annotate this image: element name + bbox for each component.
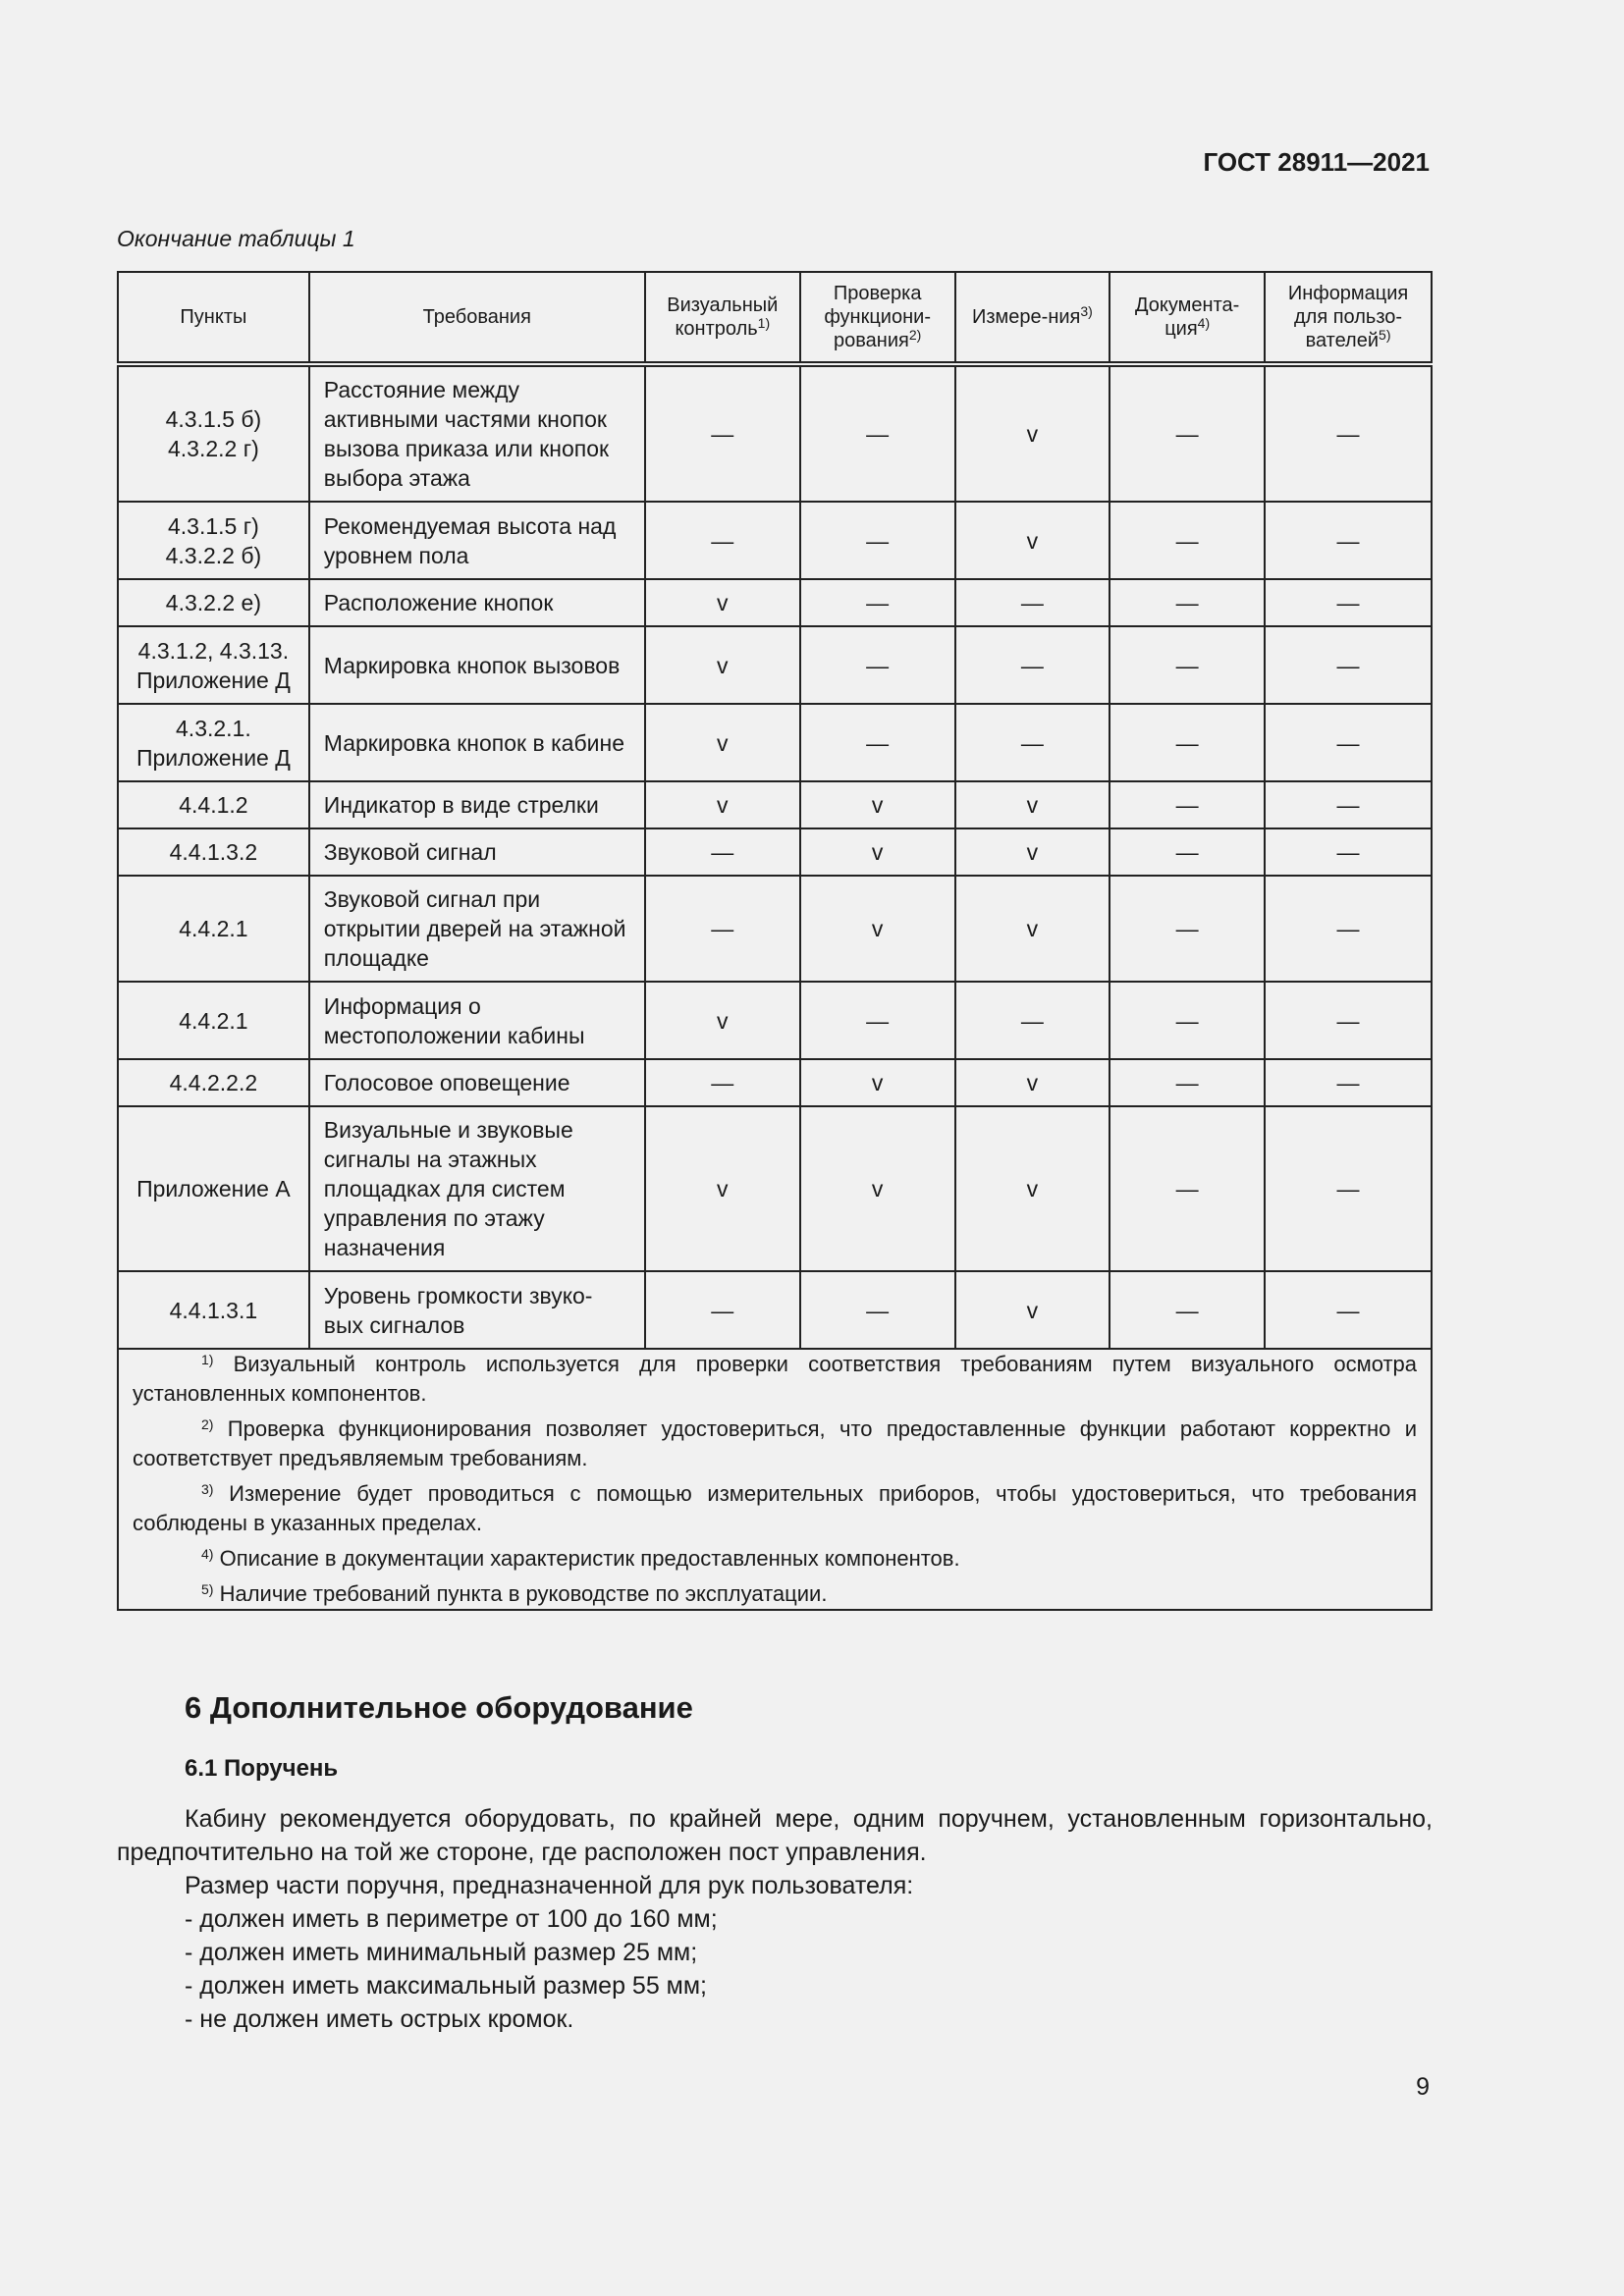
check-mark-cell: — bbox=[645, 876, 800, 982]
check-mark-cell: — bbox=[1110, 1059, 1265, 1106]
list-item: - должен иметь минимальный размер 25 мм; bbox=[185, 1939, 698, 1966]
check-mark-cell: — bbox=[1110, 1271, 1265, 1349]
check-mark-cell: — bbox=[800, 626, 955, 704]
table-row bbox=[118, 828, 1432, 876]
check-mark-cell: v bbox=[645, 579, 800, 626]
table-row bbox=[118, 1106, 1432, 1271]
footnote: $^{1)}$ Визуальный контроль используется для проверки соответствия требованиям путем визуального осмотра установленных компонентов. bbox=[133, 1352, 1417, 1406]
check-mark-cell: v bbox=[645, 704, 800, 781]
list-item: - должен иметь максимальный размер 55 мм; bbox=[185, 1972, 707, 2000]
check-mark-cell: — bbox=[1110, 876, 1265, 982]
table-row bbox=[118, 876, 1432, 982]
col-header: Визуальный контроль$^{1)}$ bbox=[645, 272, 800, 364]
table-row bbox=[118, 1271, 1432, 1349]
col-header: Требования bbox=[309, 272, 645, 364]
check-mark-cell: v bbox=[800, 781, 955, 828]
requirement-cell: Звуковой сигнал bbox=[309, 828, 645, 876]
check-mark-cell: — bbox=[1265, 626, 1432, 704]
table-row bbox=[118, 704, 1432, 781]
check-mark-cell: — bbox=[1110, 828, 1265, 876]
check-mark-cell: v bbox=[645, 1106, 800, 1271]
clause-cell: 4.4.1.2 bbox=[118, 781, 309, 828]
requirement-cell: Звуковой сигнал при открытии дверей на этажной площадке bbox=[309, 876, 645, 982]
table-row bbox=[118, 1059, 1432, 1106]
clause-cell: 4.4.2.1 bbox=[118, 876, 309, 982]
paragraph: Размер части поручня, предназначенной для рук пользователя: bbox=[185, 1872, 914, 1899]
clause-cell: 4.3.1.5 б) 4.3.2.2 г) bbox=[118, 364, 309, 502]
check-mark-cell: — bbox=[1110, 704, 1265, 781]
requirement-cell: Маркировка кнопок вызовов bbox=[309, 626, 645, 704]
check-mark-cell: v bbox=[800, 1106, 955, 1271]
check-mark-cell: — bbox=[1265, 982, 1432, 1059]
section-body bbox=[117, 1802, 1433, 2036]
list-item: - не должен иметь острых кромок. bbox=[185, 2005, 574, 2033]
check-mark-cell: — bbox=[955, 626, 1110, 704]
requirement-cell: Голосовое оповещение bbox=[309, 1059, 645, 1106]
check-mark-cell: — bbox=[1110, 1106, 1265, 1271]
requirement-cell: Уровень громкости звуко-вых сигналов bbox=[309, 1271, 645, 1349]
table-caption: Окончание таблицы 1 bbox=[117, 226, 355, 251]
table-row bbox=[118, 982, 1432, 1059]
check-mark-cell: — bbox=[645, 1059, 800, 1106]
list-item: - должен иметь в периметре от 100 до 160 мм; bbox=[185, 1905, 718, 1933]
check-mark-cell: v bbox=[955, 828, 1110, 876]
check-mark-cell: — bbox=[1265, 828, 1432, 876]
clause-cell: 4.4.2.2.2 bbox=[118, 1059, 309, 1106]
requirement-cell: Информация о местоположении кабины bbox=[309, 982, 645, 1059]
paragraph: Кабину рекомендуется оборудовать, по крайней мере, одним поручнем, установленным горизонтально, предпочтительно на той же стороне, где расположен пост управления. bbox=[117, 1805, 1433, 1866]
requirement-cell: Визуальные и звуковые сигналы на этажных площадках для систем управления по этажу назначения bbox=[309, 1106, 645, 1271]
check-mark-cell: — bbox=[955, 704, 1110, 781]
check-mark-cell: — bbox=[800, 502, 955, 579]
col-header: Проверка функциони-рования$^{2)}$ bbox=[800, 272, 955, 364]
table-row bbox=[118, 364, 1432, 502]
footnote: $^{5)}$ Наличие требований пункта в руководстве по эксплуатации. bbox=[201, 1581, 828, 1606]
check-mark-cell: v bbox=[955, 1106, 1110, 1271]
check-mark-cell: — bbox=[800, 704, 955, 781]
check-mark-cell: — bbox=[1110, 982, 1265, 1059]
check-mark-cell: — bbox=[1265, 502, 1432, 579]
clause-cell: 4.4.1.3.2 bbox=[118, 828, 309, 876]
check-mark-cell: v bbox=[800, 1059, 955, 1106]
check-mark-cell: v bbox=[955, 1271, 1110, 1349]
check-mark-cell: — bbox=[1265, 876, 1432, 982]
table-row bbox=[118, 502, 1432, 579]
table-header-row bbox=[118, 272, 1432, 364]
requirements-table bbox=[117, 271, 1433, 1611]
check-mark-cell: v bbox=[800, 828, 955, 876]
check-mark-cell: — bbox=[1110, 502, 1265, 579]
section-heading: 6 Дополнительное оборудование bbox=[185, 1690, 693, 1725]
check-mark-cell: v bbox=[645, 982, 800, 1059]
check-mark-cell: v bbox=[955, 781, 1110, 828]
check-mark-cell: — bbox=[645, 502, 800, 579]
requirement-cell: Индикатор в виде стрелки bbox=[309, 781, 645, 828]
page-number: 9 bbox=[1416, 2073, 1430, 2101]
requirement-cell: Маркировка кнопок в кабине bbox=[309, 704, 645, 781]
clause-cell: 4.4.1.3.1 bbox=[118, 1271, 309, 1349]
clause-cell: 4.4.2.1 bbox=[118, 982, 309, 1059]
check-mark-cell: — bbox=[645, 364, 800, 502]
clause-cell: 4.3.2.1. Приложение Д bbox=[118, 704, 309, 781]
clause-cell: 4.3.1.5 г) 4.3.2.2 б) bbox=[118, 502, 309, 579]
check-mark-cell: — bbox=[1265, 781, 1432, 828]
requirement-cell: Расстояние между активными частями кнопок вызова приказа или кнопок выбора этажа bbox=[309, 364, 645, 502]
check-mark-cell: — bbox=[1265, 1271, 1432, 1349]
col-header: Пункты bbox=[118, 272, 309, 364]
check-mark-cell: — bbox=[1265, 579, 1432, 626]
check-mark-cell: — bbox=[800, 364, 955, 502]
subsection-heading: 6.1 Поручень bbox=[185, 1755, 339, 1782]
table-row bbox=[118, 781, 1432, 828]
requirements-list bbox=[117, 1902, 1433, 2036]
check-mark-cell: — bbox=[1265, 1059, 1432, 1106]
check-mark-cell: — bbox=[645, 828, 800, 876]
col-header: Документа-ция$^{4)}$ bbox=[1110, 272, 1265, 364]
check-mark-cell: v bbox=[645, 781, 800, 828]
table-row bbox=[118, 626, 1432, 704]
check-mark-cell: v bbox=[800, 876, 955, 982]
col-header: Информация для пользо-вателей$^{5)}$ bbox=[1265, 272, 1432, 364]
check-mark-cell: — bbox=[1265, 1106, 1432, 1271]
table-row bbox=[118, 579, 1432, 626]
check-mark-cell: — bbox=[1110, 781, 1265, 828]
check-mark-cell: — bbox=[1110, 579, 1265, 626]
check-mark-cell: v bbox=[955, 502, 1110, 579]
standard-designation: ГОСТ 28911—2021 bbox=[1203, 147, 1430, 177]
check-mark-cell: — bbox=[800, 1271, 955, 1349]
check-mark-cell: — bbox=[800, 579, 955, 626]
clause-cell: 4.3.2.2 е) bbox=[118, 579, 309, 626]
check-mark-cell: v bbox=[955, 1059, 1110, 1106]
check-mark-cell: v bbox=[645, 626, 800, 704]
clause-cell: Приложение А bbox=[118, 1106, 309, 1271]
check-mark-cell: — bbox=[955, 579, 1110, 626]
check-mark-cell: — bbox=[1265, 704, 1432, 781]
check-mark-cell: — bbox=[1265, 364, 1432, 502]
footnote: $^{4)}$ Описание в документации характеристик предоставленных компонентов. bbox=[201, 1546, 960, 1571]
table-footnotes bbox=[118, 1349, 1432, 1610]
clause-cell: 4.3.1.2, 4.3.13. Приложение Д bbox=[118, 626, 309, 704]
requirement-cell: Расположение кнопок bbox=[309, 579, 645, 626]
check-mark-cell: — bbox=[645, 1271, 800, 1349]
col-header: Измере-ния$^{3)}$ bbox=[955, 272, 1110, 364]
check-mark-cell: v bbox=[955, 876, 1110, 982]
requirement-cell: Рекомендуемая высота над уровнем пола bbox=[309, 502, 645, 579]
footnote: $^{2)}$ Проверка функционирования позволяет удостовериться, что предоставленные функции работают корректно и соответствует предъявляемым требованиям. bbox=[133, 1416, 1417, 1470]
footnote: $^{3)}$ Измерение будет проводиться с помощью измерительных приборов, чтобы удостовериться, что требования соблюдены в указанных пределах. bbox=[133, 1481, 1417, 1535]
check-mark-cell: v bbox=[955, 364, 1110, 502]
check-mark-cell: — bbox=[1110, 364, 1265, 502]
check-mark-cell: — bbox=[955, 982, 1110, 1059]
check-mark-cell: — bbox=[1110, 626, 1265, 704]
check-mark-cell: — bbox=[800, 982, 955, 1059]
